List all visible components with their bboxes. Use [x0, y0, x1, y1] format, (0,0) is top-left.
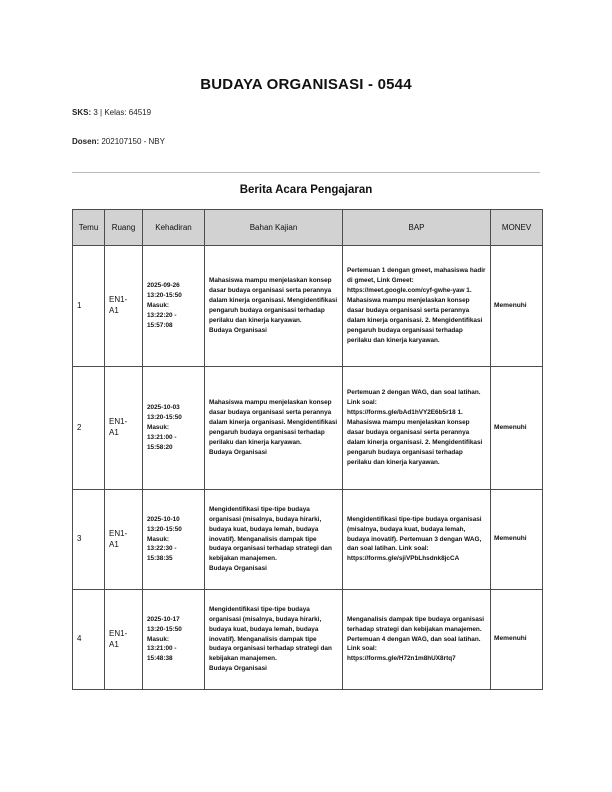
header-monev: MONEV	[491, 210, 543, 246]
divider	[72, 172, 540, 173]
cell-kehadiran	[143, 490, 205, 590]
cell-temu: 3	[73, 490, 105, 590]
cell-ruang-text: EN1- A1	[109, 628, 128, 649]
header-bap: BAP	[343, 210, 491, 246]
cell-temu: 4	[73, 590, 105, 690]
cell-bap-text: Pertemuan 1 dengan gmeet, mahasiswa hadir di gmeet, Link Gmeet: https://meet.google.com/cyf-gwhe-yaw 1. Mahasiswa mampu menjelaskan konsep dasar budaya organisasi serta perannya dalam kinerja organisasi. 2. Mengidentifikasi pengaruh budaya organisasi terhadap perilaku dan kinerja karyawan.	[347, 267, 486, 344]
cell-ruang-text: EN1- A1	[109, 417, 128, 437]
cell-bahan-kajian	[205, 246, 343, 367]
cell-bap-text: Menganalisis dampak tipe budaya organisasi terhadap strategi dan kebijakan manajemen. Pertemuan 4 dengan WAG, dan soal latihan. Link soal: https://forms.gle/H72n1m8hUX8rtq7	[347, 615, 485, 663]
cell-kehadiran	[143, 246, 205, 367]
course-title: BUDAYA ORGANISASI - 0544	[200, 76, 412, 93]
cell-ruang	[105, 490, 143, 590]
header-bahan-kajian: Bahan Kajian	[205, 210, 343, 246]
header-temu: Temu	[73, 210, 105, 246]
table-row	[73, 246, 543, 367]
cell-monev: Memenuhi	[491, 246, 543, 367]
cell-bap	[343, 490, 491, 590]
bap-table	[72, 209, 543, 690]
header-ruang: Ruang	[105, 210, 143, 246]
table-row	[73, 490, 543, 590]
cell-kehadiran	[143, 367, 205, 490]
cell-monev: Memenuhi	[491, 490, 543, 590]
cell-ruang-text: EN1- A1	[109, 528, 128, 549]
dosen-value: 202107150 - NBY	[101, 137, 165, 146]
header-kehadiran: Kehadiran	[143, 210, 205, 246]
cell-kehadiran-text: 2025-09-26 13:20-15:50 Masuk: 13:22:20 - 15:57:08	[147, 282, 182, 329]
cell-ruang	[105, 246, 143, 367]
cell-bap	[343, 246, 491, 367]
cell-ruang	[105, 367, 143, 490]
cell-bahan-kajian	[205, 490, 343, 590]
table-header-row	[73, 210, 543, 246]
cell-bahan-text: Mengidentifikasi tipe-tipe budaya organisasi (misalnya, budaya hirarki, budaya kuat, budaya lemah, budaya inovatif). Menganalisis dampak tipe budaya organisasi terhadap strategi dan kebijakan manajemen. Budaya Organisasi	[209, 505, 332, 573]
sks-line	[72, 108, 151, 117]
table-row	[73, 367, 543, 490]
section-title: Berita Acara Pengajaran	[239, 184, 373, 196]
cell-temu: 2	[73, 367, 105, 490]
cell-bahan-kajian	[205, 590, 343, 690]
cell-bap-text: Mengidentifikasi tipe-tipe budaya organisasi (misalnya, budaya kuat, budaya lemah, budaya inovatif). Pertemuan 3 dengan WAG, dan soal latihan. Link soal: https://forms.gle/sjiVPbLhsdnk8jcCA	[347, 515, 482, 563]
dosen-label: Dosen:	[72, 137, 100, 146]
cell-bahan-kajian	[205, 367, 343, 490]
cell-kehadiran	[143, 590, 205, 690]
cell-kehadiran-text: 2025-10-03 13:20-15:50 Masuk: 13:21:00 - 15:58:20	[147, 404, 182, 451]
cell-bap	[343, 367, 491, 490]
dosen-line	[72, 137, 165, 146]
cell-bahan-text: Mengidentifikasi tipe-tipe budaya organisasi (misalnya, budaya hirarki, budaya kuat, budaya lemah, budaya inovatif). Menganalisis dampak tipe budaya organisasi terhadap strategi dan kebijakan manajemen. Budaya Organisasi	[209, 605, 332, 673]
cell-monev: Memenuhi	[491, 367, 543, 490]
cell-bahan-text: Mahasiswa mampu menjelaskan konsep dasar budaya organisasi serta perannya dalam kinerja organisasi. Mengidentifikasi pengaruh budaya organisasi terhadap perilaku dan kinerja karyawan. Budaya Organisasi	[209, 277, 338, 334]
sks-label: SKS:	[72, 108, 92, 117]
sks-value: 3 | Kelas: 64519	[93, 108, 152, 117]
cell-ruang-text: EN1- A1	[109, 295, 128, 315]
cell-bap-text: Pertemuan 2 dengan WAG, dan soal latihan. Link soal: https://forms.gle/bAd1hVY2E6b5r18 1. Mahasiswa mampu menjelaskan konsep dasar budaya organisasi serta perannya dalam kinerja organisasi. 2. Mengidentifikasi pengaruh budaya organisasi terhadap perilaku dan kinerja karyawan.	[347, 389, 483, 466]
cell-monev: Memenuhi	[491, 590, 543, 690]
table-row	[73, 590, 543, 690]
cell-bap	[343, 590, 491, 690]
cell-ruang	[105, 590, 143, 690]
cell-kehadiran-text: 2025-10-17 13:20-15:50 Masuk: 13:21:00 - 15:48:38	[147, 615, 182, 663]
cell-temu: 1	[73, 246, 105, 367]
cell-bahan-text: Mahasiswa mampu menjelaskan konsep dasar budaya organisasi serta perannya dalam kinerja organisasi. Mengidentifikasi pengaruh budaya organisasi terhadap perilaku dan kinerja karyawan. Budaya Organisasi	[209, 399, 338, 456]
cell-kehadiran-text: 2025-10-10 13:20-15:50 Masuk: 13:22:30 - 15:38:35	[147, 515, 182, 563]
